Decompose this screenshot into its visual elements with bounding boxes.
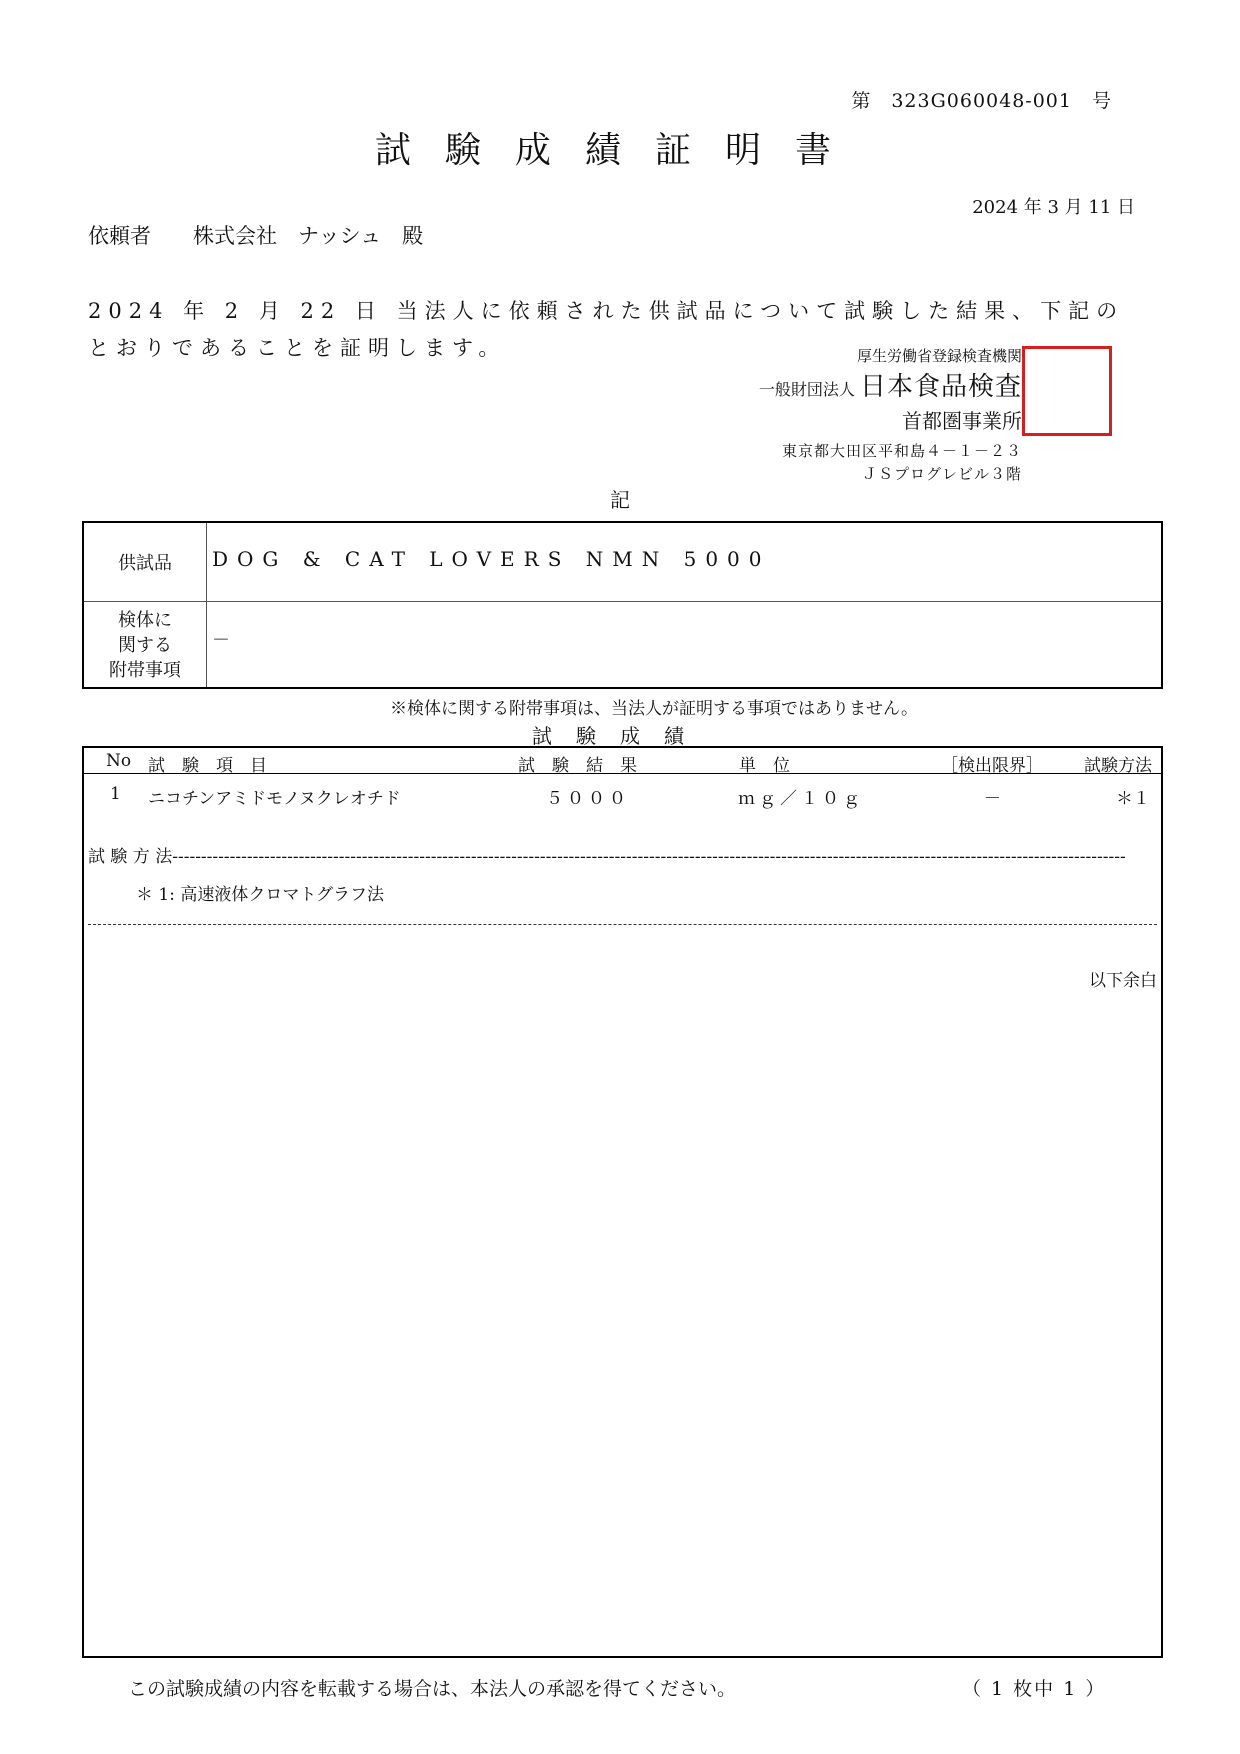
issuer-name-line bbox=[759, 366, 1022, 403]
sample-notes-value: － bbox=[212, 630, 230, 651]
client-line: 依頼者 株式会社 ナッシュ 殿 bbox=[88, 224, 424, 248]
methods-divider bbox=[88, 924, 1157, 925]
row-limit: － bbox=[984, 789, 1001, 809]
issuer-address: 東京都大田区平和島４－１－２３ bbox=[781, 442, 1022, 460]
sample-table bbox=[82, 521, 1163, 689]
row-unit: ｍｇ／１０ｇ bbox=[738, 789, 864, 809]
issue-date: 2024 年 3 月 11 日 bbox=[972, 197, 1135, 218]
sample-label: 供試品 bbox=[118, 553, 172, 574]
header-item: 試 験 項 目 bbox=[148, 756, 267, 776]
certificate-number: 第 323G060048-001 号 bbox=[851, 90, 1112, 112]
sample-notes-label bbox=[84, 608, 206, 683]
sample-notes-label-line: 検体に bbox=[118, 610, 172, 631]
header-no: No bbox=[106, 751, 132, 771]
row-item: ニコチンアミドモノヌクレオチド bbox=[148, 789, 401, 809]
header-unit: 単 位 bbox=[739, 756, 790, 776]
issuer-branch: 首都圏事業所 bbox=[902, 409, 1022, 433]
end-note: 以下余白 bbox=[1089, 971, 1157, 991]
row-no: 1 bbox=[110, 784, 121, 804]
methods-label: 試 験 方 法---------------------------------------------------------------------------------------------------------------------------------------------------------------------- bbox=[88, 847, 1126, 867]
issuer-building: ＪＳプログレビル３階 bbox=[861, 465, 1022, 483]
results-table bbox=[82, 746, 1163, 1658]
issuer-org-name: 日本食品検査 bbox=[859, 372, 1022, 402]
page-number: （ 1 枚中 1 ） bbox=[962, 1678, 1107, 1700]
sample-notes-label-line: 関する bbox=[118, 635, 172, 656]
header-limit: ［検出限界］ bbox=[941, 756, 1043, 776]
footer-note: この試験成績の内容を転載する場合は、本法人の承認を得てください。 bbox=[128, 1678, 737, 1700]
header-method: 試験方法 bbox=[1084, 756, 1152, 776]
header-rule bbox=[84, 773, 1161, 774]
issuer-block bbox=[759, 345, 1022, 484]
sample-disclaimer: ※検体に関する附帯事項は、当法人が証明する事項ではありません。 bbox=[390, 699, 919, 719]
sample-row bbox=[84, 523, 1161, 602]
issuer-org-type: 一般財団法人 bbox=[758, 380, 855, 399]
header-result: 試 験 結 果 bbox=[518, 756, 637, 776]
method-1: ＊ 1: 高速液体クロマトグラフ法 bbox=[136, 885, 385, 905]
row-method: ＊１ bbox=[1116, 789, 1150, 809]
results-heading: 試験成績 bbox=[532, 724, 708, 748]
sample-notes-row bbox=[84, 602, 1161, 687]
sample-value: DOG & CAT LOVERS NMN 5000 bbox=[212, 547, 771, 571]
issuer-registration: 厚生労働省登録検査機関 bbox=[856, 347, 1022, 365]
document-title: 試験成績証明書 bbox=[374, 130, 865, 171]
sample-notes-label-line: 附帯事項 bbox=[109, 660, 181, 681]
intro-text: 2024 年 2 月 22 日 当法人に依頼された供試品について試験した結果、下記のとおりであることを証明します。 bbox=[88, 299, 1125, 360]
ki-marker: 記 bbox=[610, 488, 630, 512]
row-result: ５０００ bbox=[546, 789, 630, 809]
official-seal-stamp bbox=[1022, 346, 1112, 436]
